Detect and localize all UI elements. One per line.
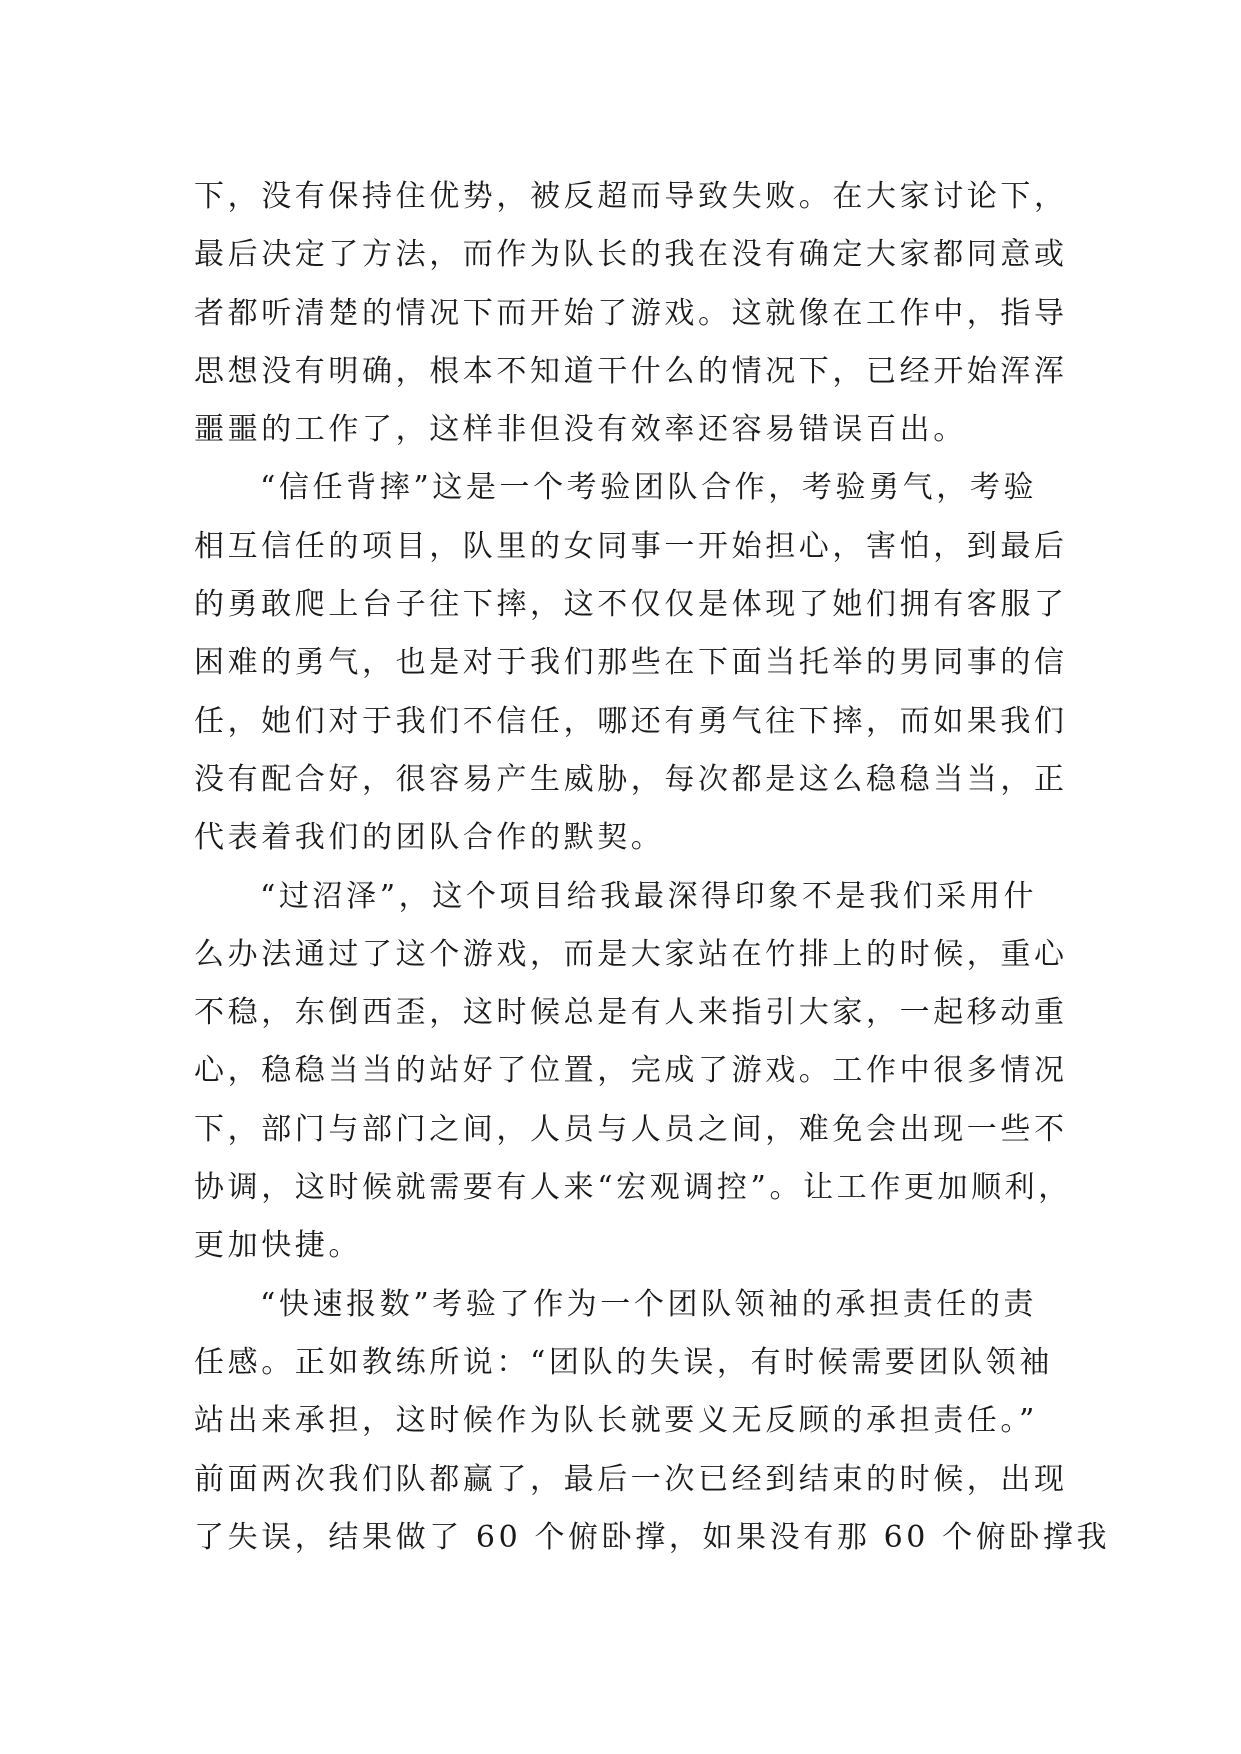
paragraph-first-line: “快速报数”考验了作为一个团队领袖的承担责任的责 bbox=[260, 1286, 1038, 1322]
text-line: 任，她们对于我们不信任，哪还有勇气往下摔，而如果我们 bbox=[194, 703, 1068, 739]
text-line: 代表着我们的团队合作的默契。 bbox=[194, 820, 665, 856]
document-body bbox=[194, 168, 1111, 1567]
text-line: 更加快捷。 bbox=[194, 1228, 362, 1264]
text-line: 没有配合好，很容易产生威胁，每次都是这么稳稳当当，正 bbox=[194, 761, 1068, 797]
text-line: 心，稳稳当当的站好了位置，完成了游戏。工作中很多情况 bbox=[194, 1053, 1068, 1089]
text-line: 下，部门与部门之间，人员与人员之间，难免会出现一些不 bbox=[194, 1111, 1068, 1147]
text-line: 站出来承担，这时候作为队长就要义无反顾的承担责任。” bbox=[194, 1403, 1038, 1439]
text-line: 最后决定了方法，而作为队长的我在没有确定大家都同意或 bbox=[194, 237, 1068, 273]
text-line: 任感。正如教练所说：“团队的失误，有时候需要团队领袖 bbox=[194, 1344, 1053, 1380]
text-line: 前面两次我们队都赢了，最后一次已经到结束的时候，出现 bbox=[194, 1461, 1068, 1497]
text-line: 困难的勇气，也是对于我们那些在下面当托举的男同事的信 bbox=[194, 645, 1068, 681]
text-line: 下，没有保持住优势，被反超而导致失败。在大家讨论下， bbox=[194, 179, 1068, 214]
paragraph-first-line: “过沼泽”，这个项目给我最深得印象不是我们采用什 bbox=[260, 878, 1038, 914]
text-line: 噩噩的工作了，这样非但没有效率还容易错误百出。 bbox=[194, 412, 967, 448]
paragraph-first-line: “信任背摔”这是一个考验团队合作，考验勇气，考验 bbox=[260, 470, 1038, 506]
text-line: 了失误，结果做了 60 个俯卧撑，如果没有那 60 个俯卧撑我 bbox=[194, 1519, 1111, 1555]
text-line: 么办法通过了这个游戏，而是大家站在竹排上的时候，重心 bbox=[194, 936, 1068, 972]
text-line: 相互信任的项目，队里的女同事一开始担心，害怕，到最后 bbox=[194, 528, 1068, 564]
text-line: 者都听清楚的情况下而开始了游戏。这就像在工作中，指导 bbox=[194, 295, 1068, 331]
text-line: 协调，这时候就需要有人来“宏观调控”。让工作更加顺利， bbox=[194, 1170, 1072, 1206]
text-line: 的勇敢爬上台子往下摔，这不仅仅是体现了她们拥有客服了 bbox=[194, 587, 1068, 623]
text-line: 不稳，东倒西歪，这时候总是有人来指引大家，一起移动重 bbox=[194, 995, 1068, 1031]
text-line: 思想没有明确，根本不知道干什么的情况下，已经开始浑浑 bbox=[194, 353, 1068, 389]
